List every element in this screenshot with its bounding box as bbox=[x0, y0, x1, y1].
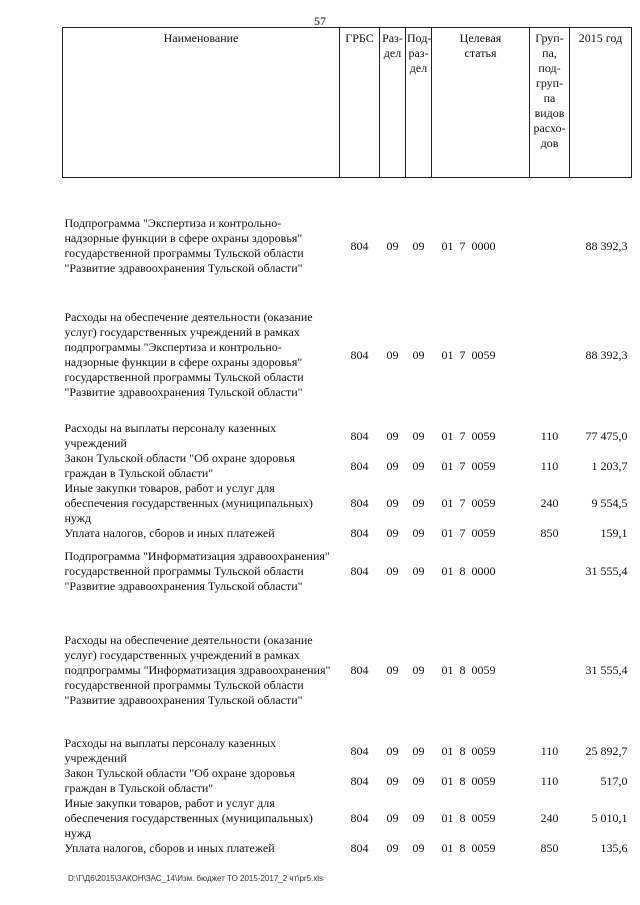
row-expense-group: 110 bbox=[540, 743, 559, 758]
row-grbs: 804 bbox=[350, 347, 369, 362]
row-spacer bbox=[63, 601, 632, 621]
row-grbs: 804 bbox=[350, 496, 369, 510]
row-expense-group bbox=[530, 621, 570, 719]
target-program: 01 bbox=[441, 347, 454, 362]
row-section: 09 bbox=[386, 841, 399, 855]
target-subprogram: 7 bbox=[459, 526, 466, 540]
row-target-article bbox=[432, 421, 530, 451]
target-subprogram: 7 bbox=[459, 238, 466, 253]
target-direction: 0059 bbox=[471, 496, 496, 510]
target-program: 01 bbox=[441, 841, 454, 855]
row-target-article bbox=[432, 736, 530, 766]
row-target-article bbox=[432, 621, 530, 719]
table-row bbox=[63, 421, 632, 451]
row-subsection: 09 bbox=[412, 811, 425, 825]
row-target-article bbox=[432, 541, 530, 601]
row-grbs: 804 bbox=[350, 563, 369, 578]
target-program: 01 bbox=[441, 773, 454, 788]
header-grbs: ГРБС bbox=[340, 28, 380, 178]
row-target-article bbox=[432, 841, 530, 856]
row-name: Уплата налогов, сборов и иных платежей bbox=[64, 526, 275, 540]
row-subsection: 09 bbox=[412, 841, 425, 855]
row-amount: 5 010,1 bbox=[591, 811, 628, 825]
target-subprogram: 7 bbox=[459, 496, 466, 510]
row-section: 09 bbox=[386, 743, 399, 758]
table-row bbox=[63, 481, 632, 526]
row-amount: 9 554,5 bbox=[591, 496, 628, 510]
row-section: 09 bbox=[386, 496, 399, 510]
row-spacer bbox=[63, 178, 632, 217]
table-body bbox=[63, 178, 632, 857]
target-direction: 0059 bbox=[471, 662, 496, 677]
target-direction: 0059 bbox=[471, 428, 496, 443]
row-subsection: 09 bbox=[412, 496, 425, 510]
row-name: Закон Тульской области "Об охране здоровья граждан в Тульской области" bbox=[64, 451, 295, 480]
row-subsection: 09 bbox=[412, 563, 425, 578]
row-subsection: 09 bbox=[412, 347, 425, 362]
row-spacer bbox=[63, 404, 632, 421]
target-program: 01 bbox=[441, 662, 454, 677]
row-amount: 159,1 bbox=[600, 526, 628, 540]
target-direction: 0000 bbox=[471, 238, 496, 253]
row-expense-group bbox=[530, 306, 570, 404]
row-name: Закон Тульской области "Об охране здоровья граждан в Тульской области" bbox=[64, 766, 295, 795]
target-direction: 0059 bbox=[471, 458, 496, 473]
row-expense-group: 110 bbox=[540, 458, 559, 473]
target-program: 01 bbox=[441, 458, 454, 473]
row-section: 09 bbox=[386, 428, 399, 443]
target-program: 01 bbox=[441, 238, 454, 253]
header-expense-group: Груп-па, под-груп-па видов расхо-дов bbox=[530, 28, 570, 178]
table-row bbox=[63, 736, 632, 766]
row-grbs: 804 bbox=[350, 526, 369, 540]
row-target-article bbox=[432, 481, 530, 526]
row-name: Уплата налогов, сборов и иных платежей bbox=[64, 841, 275, 855]
row-target-article bbox=[432, 796, 530, 841]
header-year: 2015 год bbox=[570, 28, 632, 178]
row-name: Иные закупки товаров, работ и услуг для обеспечения государственных (муниципальных) нужд bbox=[64, 481, 313, 525]
row-name: Расходы на выплаты персоналу казенных учреждений bbox=[64, 736, 277, 765]
row-amount: 135,6 bbox=[600, 841, 628, 855]
target-subprogram: 8 bbox=[459, 662, 466, 677]
target-program: 01 bbox=[441, 563, 454, 578]
row-amount: 88 392,3 bbox=[585, 238, 628, 253]
target-subprogram: 8 bbox=[459, 773, 466, 788]
row-grbs: 804 bbox=[350, 458, 369, 473]
row-section: 09 bbox=[386, 773, 399, 788]
row-section: 09 bbox=[386, 347, 399, 362]
row-expense-group: 240 bbox=[540, 496, 559, 510]
row-grbs: 804 bbox=[350, 428, 369, 443]
target-program: 01 bbox=[441, 428, 454, 443]
row-target-article bbox=[432, 451, 530, 481]
target-program: 01 bbox=[441, 743, 454, 758]
page-number: 57 bbox=[314, 14, 326, 28]
row-expense-group bbox=[530, 216, 570, 276]
header-name: Наименование bbox=[63, 28, 340, 178]
row-name: Расходы на выплаты персоналу казенных учреждений bbox=[64, 421, 277, 450]
target-subprogram: 8 bbox=[459, 841, 466, 855]
file-path-footer: D:\Г\Д6\2015\ЗАКОН\ЗАС_14\Изм. бюджет ТО 2015-2017_2 чт\pr5.xls bbox=[68, 874, 324, 883]
target-direction: 0059 bbox=[471, 347, 496, 362]
table-row bbox=[63, 451, 632, 481]
row-amount: 31 555,4 bbox=[585, 563, 628, 578]
target-subprogram: 7 bbox=[459, 347, 466, 362]
target-subprogram: 7 bbox=[459, 428, 466, 443]
row-amount: 1 203,7 bbox=[591, 458, 628, 473]
row-section: 09 bbox=[386, 458, 399, 473]
row-name: Подпрограмма "Информатизация здравоохранения" государственной программы Тульской области "Развитие здравоохранения Тульской области" bbox=[64, 548, 330, 593]
row-grbs: 804 bbox=[350, 773, 369, 788]
table-row bbox=[63, 216, 632, 276]
row-grbs: 804 bbox=[350, 238, 369, 253]
row-amount: 517,0 bbox=[600, 773, 628, 788]
row-target-article bbox=[432, 766, 530, 796]
target-program: 01 bbox=[441, 811, 454, 825]
table-row bbox=[63, 526, 632, 541]
row-expense-group: 110 bbox=[540, 773, 559, 788]
row-expense-group: 240 bbox=[540, 811, 559, 825]
target-subprogram: 8 bbox=[459, 743, 466, 758]
table-row bbox=[63, 541, 632, 601]
row-expense-group: 850 bbox=[540, 841, 559, 855]
row-subsection: 09 bbox=[412, 238, 425, 253]
row-amount: 77 475,0 bbox=[585, 428, 628, 443]
row-section: 09 bbox=[386, 811, 399, 825]
target-direction: 0059 bbox=[471, 526, 496, 540]
row-amount: 88 392,3 bbox=[585, 347, 628, 362]
target-subprogram: 8 bbox=[459, 563, 466, 578]
row-subsection: 09 bbox=[412, 743, 425, 758]
row-subsection: 09 bbox=[412, 428, 425, 443]
row-grbs: 804 bbox=[350, 841, 369, 855]
row-subsection: 09 bbox=[412, 526, 425, 540]
target-direction: 0059 bbox=[471, 743, 496, 758]
table-row bbox=[63, 766, 632, 796]
table-row bbox=[63, 796, 632, 841]
row-target-article bbox=[432, 306, 530, 404]
header-target-article: Целевая статья bbox=[432, 28, 530, 178]
row-grbs: 804 bbox=[350, 662, 369, 677]
row-section: 09 bbox=[386, 238, 399, 253]
table-row bbox=[63, 306, 632, 404]
table-row bbox=[63, 621, 632, 719]
row-grbs: 804 bbox=[350, 743, 369, 758]
target-direction: 0059 bbox=[471, 773, 496, 788]
row-name: Расходы на обеспечение деятельности (оказание услуг) государственных учреждений в рамках подпрограммы "Информатизация здравоохранения" государственной программы Тульской области "Развитие здравоохранения Тульской области" bbox=[64, 632, 331, 707]
row-subsection: 09 bbox=[412, 662, 425, 677]
row-subsection: 09 bbox=[412, 773, 425, 788]
target-direction: 0000 bbox=[471, 563, 496, 578]
budget-table bbox=[62, 27, 632, 856]
row-expense-group: 110 bbox=[540, 428, 559, 443]
row-expense-group: 850 bbox=[540, 526, 559, 540]
row-name: Иные закупки товаров, работ и услуг для обеспечения государственных (муниципальных) нужд bbox=[64, 796, 313, 840]
row-section: 09 bbox=[386, 662, 399, 677]
row-grbs: 804 bbox=[350, 811, 369, 825]
header-section: Раз-дел bbox=[380, 28, 406, 178]
target-program: 01 bbox=[441, 496, 454, 510]
row-target-article bbox=[432, 216, 530, 276]
row-name: Подпрограмма "Экспертиза и контрольно-надзорные функции в сфере охраны здоровья" государственной программы Тульской области "Развитие здравоохранения Тульской области" bbox=[64, 216, 304, 275]
target-direction: 0059 bbox=[471, 841, 496, 855]
target-subprogram: 8 bbox=[459, 811, 466, 825]
target-program: 01 bbox=[441, 526, 454, 540]
row-subsection: 09 bbox=[412, 458, 425, 473]
row-section: 09 bbox=[386, 563, 399, 578]
row-spacer bbox=[63, 276, 632, 306]
row-amount: 25 892,7 bbox=[585, 743, 628, 758]
row-expense-group bbox=[530, 541, 570, 601]
header-subsection: Под-раз-дел bbox=[406, 28, 432, 178]
target-subprogram: 7 bbox=[459, 458, 466, 473]
table-header-row bbox=[63, 28, 632, 178]
row-spacer bbox=[63, 719, 632, 736]
row-target-article bbox=[432, 526, 530, 541]
row-section: 09 bbox=[386, 526, 399, 540]
target-direction: 0059 bbox=[471, 811, 496, 825]
row-name: Расходы на обеспечение деятельности (оказание услуг) государственных учреждений в рамках подпрограммы "Экспертиза и контрольно-надзорные функции в сфере охраны здоровья" государственной программы Тульской области "Развитие здравоохранения Тульской области" bbox=[64, 310, 313, 399]
table-row bbox=[63, 841, 632, 856]
row-amount: 31 555,4 bbox=[585, 662, 628, 677]
